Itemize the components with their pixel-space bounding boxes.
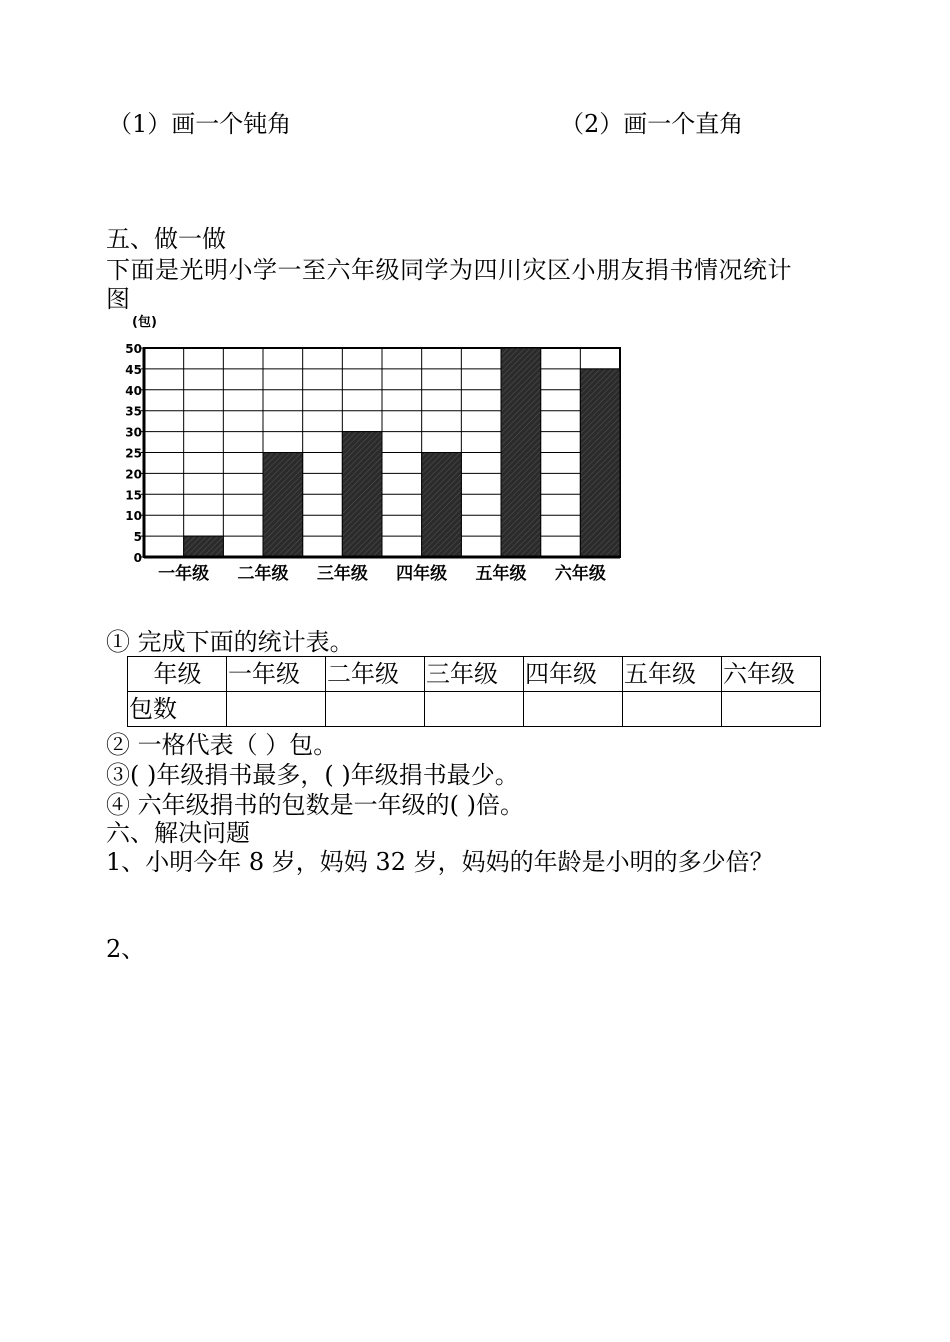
problem-1: 1、小明今年 8 岁，妈妈 32 岁，妈妈的年龄是小明的多少倍？ xyxy=(106,848,774,876)
donation-bar-chart xyxy=(108,312,638,587)
answer-cell[interactable] xyxy=(524,692,623,727)
bar xyxy=(580,369,620,557)
answer-cell[interactable] xyxy=(425,692,524,727)
bar xyxy=(501,348,541,557)
task-right-angle: （2）画一个直角 xyxy=(560,110,744,138)
bar xyxy=(184,536,224,557)
answer-cell[interactable] xyxy=(623,692,722,727)
answer-cell[interactable] xyxy=(326,692,425,727)
task-obtuse-angle: （1）画一个钝角 xyxy=(108,110,292,138)
table-row-label: 包数 xyxy=(128,692,227,727)
x-category-label: 四年级 xyxy=(396,564,448,584)
table-header-cell: 三年级 xyxy=(425,657,524,692)
bar xyxy=(422,453,462,558)
y-tick-label: 40 xyxy=(125,383,142,398)
x-category-label: 二年级 xyxy=(237,564,289,584)
answer-cell[interactable] xyxy=(722,692,821,727)
table-header-row xyxy=(128,657,821,692)
section5-intro-line2: 图 xyxy=(106,285,130,313)
y-tick-label: 35 xyxy=(125,404,142,419)
y-tick-label: 15 xyxy=(125,488,142,503)
problem-2: 2、 xyxy=(106,935,146,963)
answer-cell[interactable] xyxy=(227,692,326,727)
y-tick-label: 20 xyxy=(125,467,142,482)
table-header-cell: 五年级 xyxy=(623,657,722,692)
y-tick-label: 0 xyxy=(133,551,142,565)
table-header-cell: 年级 xyxy=(128,657,227,692)
table-header-cell: 四年级 xyxy=(524,657,623,692)
x-category-label: 五年级 xyxy=(475,564,527,584)
question-2: ② 一格代表（ ）包。 xyxy=(106,731,338,759)
x-category-label: 一年级 xyxy=(158,564,210,584)
y-tick-label: 25 xyxy=(125,446,142,461)
y-tick-label: 10 xyxy=(125,509,142,524)
question-4: ④ 六年级捐书的包数是一年级的( )倍。 xyxy=(106,791,524,819)
table-header-cell: 一年级 xyxy=(227,657,326,692)
bar xyxy=(263,453,303,558)
section6-heading: 六、解决问题 xyxy=(106,819,250,847)
y-tick-label: 5 xyxy=(133,530,142,545)
bar xyxy=(342,432,382,557)
x-category-label: 六年级 xyxy=(554,564,606,584)
section5-intro-line1: 下面是光明小学一至六年级同学为四川灾区小朋友捐书情况统计 xyxy=(106,256,792,284)
question-1: ① 完成下面的统计表。 xyxy=(106,628,354,656)
y-tick-label: 45 xyxy=(125,362,142,377)
table-header-cell: 六年级 xyxy=(722,657,821,692)
section5-heading: 五、做一做 xyxy=(106,225,226,253)
question-3: ③( )年级捐书最多，( )年级捐书最少。 xyxy=(106,761,519,789)
x-category-label: 三年级 xyxy=(316,564,368,584)
y-tick-label: 50 xyxy=(125,342,142,356)
table-header-cell: 二年级 xyxy=(326,657,425,692)
y-tick-label: 30 xyxy=(125,425,142,440)
stats-table xyxy=(127,656,821,727)
table-row xyxy=(128,692,821,727)
y-axis-unit-label: (包) xyxy=(132,315,157,330)
